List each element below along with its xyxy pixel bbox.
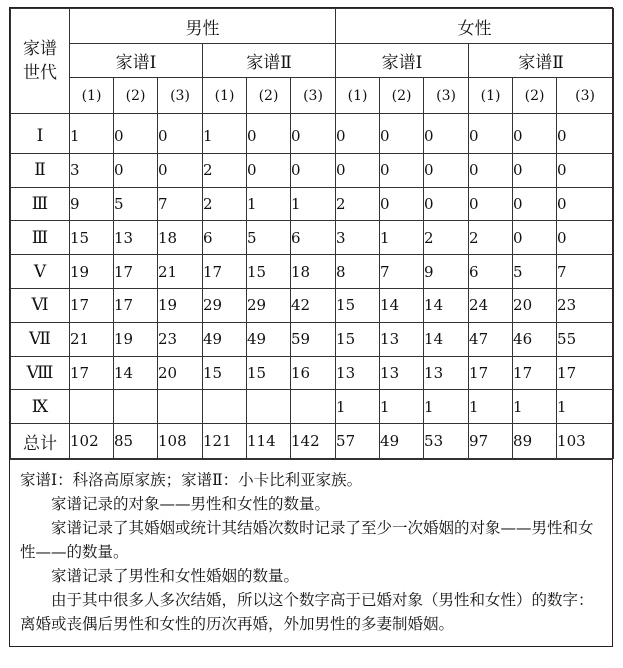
total-label: 总计: [11, 424, 70, 459]
value-cell: 29: [203, 288, 247, 322]
value-cell: 17: [469, 356, 513, 390]
value-cell: [70, 390, 114, 424]
total-cell: 85: [114, 424, 158, 459]
value-cell: 1: [336, 390, 380, 424]
value-cell: 5: [247, 221, 291, 255]
value-cell: 19: [114, 322, 158, 356]
value-cell: 0: [513, 221, 557, 255]
value-cell: 15: [70, 221, 114, 255]
generation-header-line2: 世代: [23, 63, 57, 83]
value-cell: 0: [469, 187, 513, 221]
value-cell: 0: [114, 153, 158, 187]
table-row: [11, 153, 614, 187]
value-cell: 2: [203, 153, 247, 187]
value-cell: 0: [557, 221, 614, 255]
value-cell: 15: [247, 255, 291, 289]
value-cell: 55: [557, 322, 614, 356]
total-cell: 102: [70, 424, 114, 459]
value-cell: 0: [158, 153, 203, 187]
value-cell: 0: [469, 153, 513, 187]
generation-header-line1: 家谱: [23, 39, 57, 59]
value-cell: 3: [70, 153, 114, 187]
value-cell: [114, 390, 158, 424]
generation-cell: Ⅲ: [11, 221, 70, 255]
table-row: [11, 187, 614, 221]
female-header: 女性: [336, 9, 614, 44]
female-family1-header: 家谱Ⅰ: [336, 44, 469, 78]
column-header: (1): [469, 78, 513, 114]
value-cell: 1: [513, 390, 557, 424]
value-cell: 8: [336, 255, 380, 289]
value-cell: 13: [380, 356, 424, 390]
total-cell: 142: [291, 424, 336, 459]
male-family1-header: 家谱Ⅰ: [70, 44, 203, 78]
value-cell: 2: [469, 221, 513, 255]
value-cell: 49: [247, 322, 291, 356]
total-row: [11, 424, 614, 459]
generation-cell: Ⅱ: [11, 153, 70, 187]
column-header: (2): [513, 78, 557, 114]
value-cell: 0: [513, 153, 557, 187]
column-header: (2): [380, 78, 424, 114]
value-cell: 7: [380, 255, 424, 289]
value-cell: 0: [557, 114, 614, 154]
value-cell: 24: [469, 288, 513, 322]
male-header: 男性: [70, 9, 336, 44]
genealogy-table-sheet: [9, 7, 613, 647]
value-cell: 0: [557, 153, 614, 187]
value-cell: 0: [513, 187, 557, 221]
value-cell: 2: [203, 187, 247, 221]
header-row-columns: [11, 78, 614, 114]
genealogy-table: [10, 8, 614, 459]
value-cell: 18: [291, 255, 336, 289]
column-header: (3): [291, 78, 336, 114]
value-cell: 17: [513, 356, 557, 390]
total-cell: 49: [380, 424, 424, 459]
value-cell: 1: [557, 390, 614, 424]
value-cell: 20: [513, 288, 557, 322]
total-cell: 97: [469, 424, 513, 459]
value-cell: 0: [513, 114, 557, 154]
value-cell: 0: [336, 114, 380, 154]
value-cell: 23: [557, 288, 614, 322]
value-cell: 7: [557, 255, 614, 289]
note-1: 家谱记录的对象——男性和女性的数量。: [51, 495, 331, 514]
value-cell: 1: [469, 390, 513, 424]
note-2: 家谱记录了其婚姻或统计其结婚次数时记录了至少一次婚姻的对象——男性和女性——的数量。: [20, 519, 594, 562]
value-cell: 1: [380, 390, 424, 424]
value-cell: 15: [247, 356, 291, 390]
value-cell: 1: [70, 114, 114, 154]
value-cell: 0: [291, 114, 336, 154]
value-cell: 17: [114, 255, 158, 289]
value-cell: 59: [291, 322, 336, 356]
value-cell: 14: [424, 288, 469, 322]
value-cell: 7: [158, 187, 203, 221]
value-cell: 13: [380, 322, 424, 356]
table-row: [11, 390, 614, 424]
total-cell: 57: [336, 424, 380, 459]
value-cell: 16: [291, 356, 336, 390]
value-cell: 0: [469, 114, 513, 154]
value-cell: 0: [424, 153, 469, 187]
value-cell: [247, 390, 291, 424]
column-header: (1): [70, 78, 114, 114]
value-cell: 1: [380, 221, 424, 255]
value-cell: 5: [513, 255, 557, 289]
value-cell: 20: [158, 356, 203, 390]
value-cell: 15: [336, 322, 380, 356]
generation-cell: Ⅰ: [11, 114, 70, 154]
generation-cell: Ⅲ: [11, 187, 70, 221]
total-cell: 53: [424, 424, 469, 459]
table-row: [11, 288, 614, 322]
value-cell: 5: [114, 187, 158, 221]
value-cell: 15: [336, 288, 380, 322]
total-cell: 108: [158, 424, 203, 459]
generation-cell: Ⅷ: [11, 356, 70, 390]
value-cell: 1: [424, 390, 469, 424]
table-row: [11, 255, 614, 289]
generation-header: [11, 9, 70, 114]
total-cell: 103: [557, 424, 614, 459]
table-row: [11, 114, 614, 154]
generation-cell: Ⅶ: [11, 322, 70, 356]
value-cell: 0: [114, 114, 158, 154]
value-cell: 1: [203, 114, 247, 154]
value-cell: 9: [424, 255, 469, 289]
value-cell: 46: [513, 322, 557, 356]
value-cell: 21: [70, 322, 114, 356]
value-cell: 0: [336, 153, 380, 187]
table-row: [11, 221, 614, 255]
value-cell: 0: [158, 114, 203, 154]
value-cell: 0: [380, 187, 424, 221]
value-cell: 0: [247, 114, 291, 154]
value-cell: 42: [291, 288, 336, 322]
value-cell: 0: [380, 153, 424, 187]
table-row: [11, 356, 614, 390]
column-header: (2): [247, 78, 291, 114]
value-cell: [291, 390, 336, 424]
value-cell: 3: [336, 221, 380, 255]
table-notes: [10, 459, 612, 646]
value-cell: 0: [291, 153, 336, 187]
value-cell: 14: [424, 322, 469, 356]
note-legend: 家谱Ⅰ：科洛高原家族；家谱Ⅱ：小卡比利亚家族。: [20, 471, 363, 490]
column-header: (3): [424, 78, 469, 114]
value-cell: 14: [380, 288, 424, 322]
total-cell: 114: [247, 424, 291, 459]
header-row-sex: [11, 9, 614, 44]
column-header: (1): [336, 78, 380, 114]
male-family2-header: 家谱Ⅱ: [203, 44, 336, 78]
value-cell: 21: [158, 255, 203, 289]
value-cell: 17: [70, 288, 114, 322]
value-cell: 17: [70, 356, 114, 390]
value-cell: 6: [469, 255, 513, 289]
column-header: (2): [114, 78, 158, 114]
note-4: 由于其中很多人多次结婚，所以这个数字高于已婚对象（男性和女性）的数字：离婚或丧偶后男性和女性的历次再婚，外加男性的多妻制婚姻。: [20, 591, 594, 634]
value-cell: 15: [203, 356, 247, 390]
value-cell: 23: [158, 322, 203, 356]
value-cell: 0: [557, 187, 614, 221]
value-cell: 1: [247, 187, 291, 221]
value-cell: 49: [203, 322, 247, 356]
value-cell: 6: [291, 221, 336, 255]
total-cell: 89: [513, 424, 557, 459]
value-cell: 2: [424, 221, 469, 255]
value-cell: 0: [424, 187, 469, 221]
value-cell: [158, 390, 203, 424]
value-cell: 9: [70, 187, 114, 221]
value-cell: 29: [247, 288, 291, 322]
value-cell: 0: [247, 153, 291, 187]
generation-cell: Ⅸ: [11, 390, 70, 424]
column-header: (1): [203, 78, 247, 114]
value-cell: 17: [557, 356, 614, 390]
generation-cell: Ⅵ: [11, 288, 70, 322]
note-3: 家谱记录了男性和女性婚姻的数量。: [51, 567, 300, 586]
value-cell: 17: [203, 255, 247, 289]
value-cell: 6: [203, 221, 247, 255]
value-cell: 13: [114, 221, 158, 255]
value-cell: 14: [114, 356, 158, 390]
generation-cell: Ⅴ: [11, 255, 70, 289]
column-header: (3): [557, 78, 614, 114]
table-row: [11, 322, 614, 356]
value-cell: 19: [158, 288, 203, 322]
value-cell: 2: [336, 187, 380, 221]
value-cell: 0: [424, 114, 469, 154]
header-row-family: [11, 44, 614, 78]
total-cell: 121: [203, 424, 247, 459]
value-cell: 47: [469, 322, 513, 356]
column-header: (3): [158, 78, 203, 114]
value-cell: 13: [424, 356, 469, 390]
female-family2-header: 家谱Ⅱ: [469, 44, 614, 78]
value-cell: 18: [158, 221, 203, 255]
value-cell: 17: [114, 288, 158, 322]
value-cell: 13: [336, 356, 380, 390]
value-cell: [203, 390, 247, 424]
value-cell: 0: [380, 114, 424, 154]
table-body: [11, 114, 614, 424]
value-cell: 19: [70, 255, 114, 289]
value-cell: 1: [291, 187, 336, 221]
